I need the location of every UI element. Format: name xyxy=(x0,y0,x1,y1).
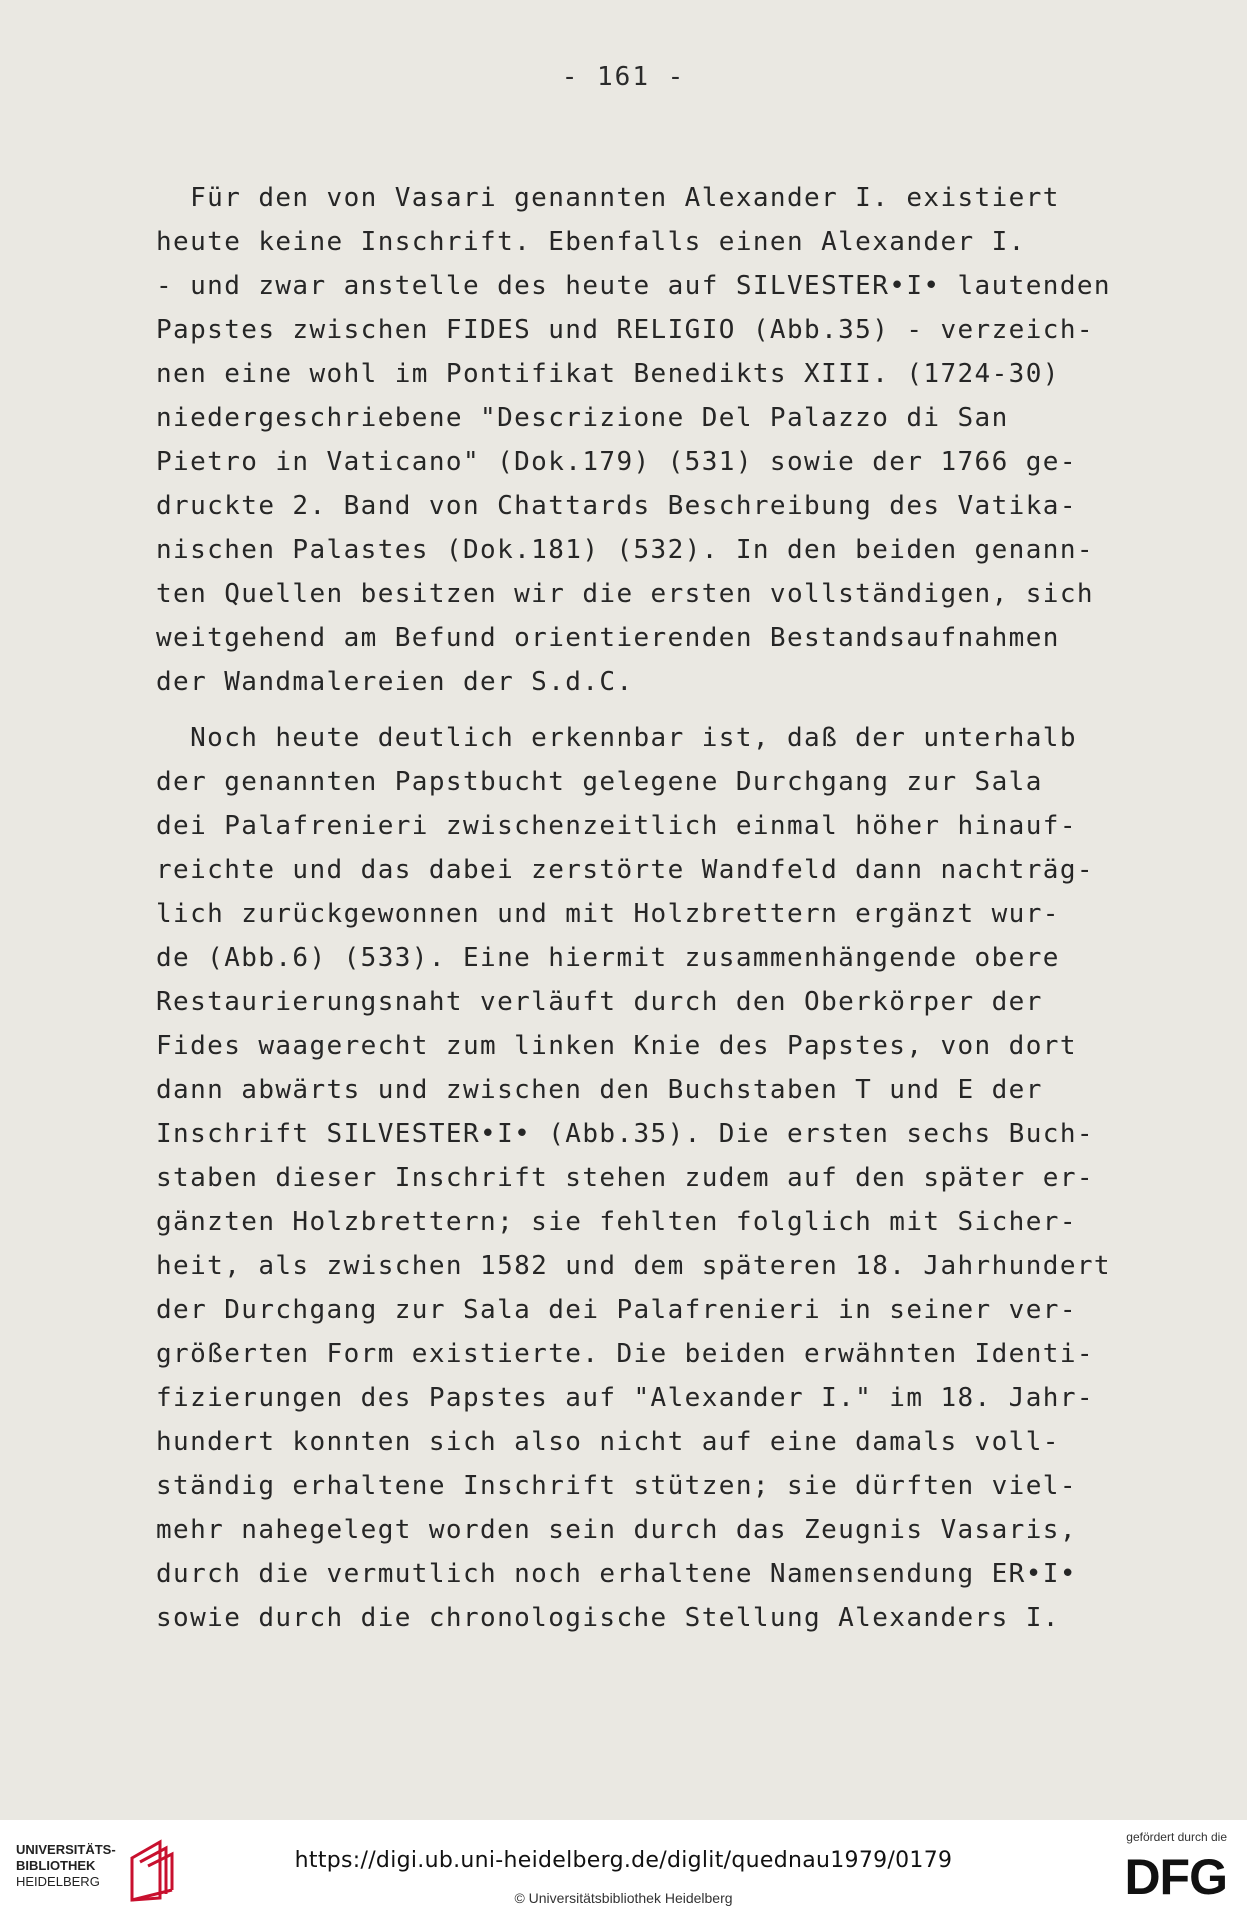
page-number: - 161 - xyxy=(561,62,686,92)
text-line: gänzten Holzbrettern; sie fehlten folglich mit Sicher- xyxy=(156,1207,1077,1237)
text-line: staben dieser Inschrift stehen zudem auf den später er- xyxy=(156,1163,1094,1193)
text-line: Pietro in Vaticano" (Dok.179) (531) sowie der 1766 ge- xyxy=(156,447,1077,477)
ub-logo-line1: UNIVERSITÄTS- xyxy=(16,1842,116,1857)
text-line: ständig erhaltene Inschrift stützen; sie dürften viel- xyxy=(156,1471,1077,1501)
text-line: weitgehend am Befund orientierenden Bestandsaufnahmen xyxy=(156,623,1060,653)
ub-logo-line3: HEIDELBERG xyxy=(16,1874,100,1889)
text-line: der Wandmalereien der S.d.C. xyxy=(156,667,634,697)
text-line: der Durchgang zur Sala dei Palafrenieri in seiner ver- xyxy=(156,1295,1077,1325)
text-line: nen eine wohl im Pontifikat Benedikts XIII. (1724-30) xyxy=(156,359,1060,389)
text-line: heit, als zwischen 1582 und dem späteren 18. Jahrhundert xyxy=(156,1251,1111,1281)
text-line: - und zwar anstelle des heute auf SILVESTER•I• lautenden xyxy=(156,271,1111,301)
paragraph xyxy=(156,716,1166,1640)
text-line: Inschrift SILVESTER•I• (Abb.35). Die ersten sechs Buch- xyxy=(156,1119,1094,1149)
copyright-notice: © Universitätsbibliothek Heidelberg xyxy=(514,1890,733,1906)
text-line: de (Abb.6) (533). Eine hiermit zusammenhängende obere xyxy=(156,943,1060,973)
footer-bar xyxy=(0,1820,1247,1921)
dfg-logo: DFG xyxy=(1124,1849,1227,1905)
text-line: dann abwärts und zwischen den Buchstaben T und E der xyxy=(156,1075,1043,1105)
text-line: nischen Palastes (Dok.181) (532). In den beiden genann- xyxy=(156,535,1094,565)
text-line: dei Palafrenieri zwischenzeitlich einmal höher hinauf- xyxy=(156,811,1077,841)
text-line: der genannten Papstbucht gelegene Durchgang zur Sala xyxy=(156,767,1043,797)
ub-logo-line2: BIBLIOTHEK xyxy=(16,1858,96,1873)
paragraph xyxy=(156,176,1166,704)
text-line: Restaurierungsnaht verläuft durch den Oberkörper der xyxy=(156,987,1043,1017)
text-line: niedergeschriebene "Descrizione Del Palazzo di San xyxy=(156,403,1009,433)
text-line: mehr nahegelegt worden sein durch das Zeugnis Vasaris, xyxy=(156,1515,1077,1545)
text-line: reichte und das dabei zerstörte Wandfeld dann nachträg- xyxy=(156,855,1094,885)
text-line: druckte 2. Band von Chattards Beschreibung des Vatika- xyxy=(156,491,1077,521)
document-url-link[interactable]: https://digi.ub.uni-heidelberg.de/diglit/quednau1979/0179 xyxy=(294,1848,953,1873)
text-line: Noch heute deutlich erkennbar ist, daß der unterhalb xyxy=(156,723,1077,753)
text-line: durch die vermutlich noch erhaltene Namensendung ER•I• xyxy=(156,1559,1077,1589)
text-line: heute keine Inschrift. Ebenfalls einen Alexander I. xyxy=(156,227,1026,257)
dfg-funder-block[interactable] xyxy=(1097,1830,1227,1910)
text-line: größerten Form existierte. Die beiden erwähnten Identi- xyxy=(156,1339,1094,1369)
text-line: ten Quellen besitzen wir die ersten vollständigen, sich xyxy=(156,579,1094,609)
text-line: Fides waagerecht zum linken Knie des Papstes, von dort xyxy=(156,1031,1077,1061)
dfg-caption: gefördert durch die xyxy=(1126,1830,1227,1844)
text-line: Für den von Vasari genannten Alexander I. existiert xyxy=(156,183,1060,213)
text-line: sowie durch die chronologische Stellung Alexanders I. xyxy=(156,1603,1060,1633)
text-line: fizierungen des Papstes auf "Alexander I." im 18. Jahr- xyxy=(156,1383,1094,1413)
body-text xyxy=(156,176,1166,1640)
text-line: lich zurückgewonnen und mit Holzbrettern ergänzt wur- xyxy=(156,899,1060,929)
text-line: hundert konnten sich also nicht auf eine damals voll- xyxy=(156,1427,1060,1457)
text-line: Papstes zwischen FIDES und RELIGIO (Abb.35) - verzeich- xyxy=(156,315,1094,345)
